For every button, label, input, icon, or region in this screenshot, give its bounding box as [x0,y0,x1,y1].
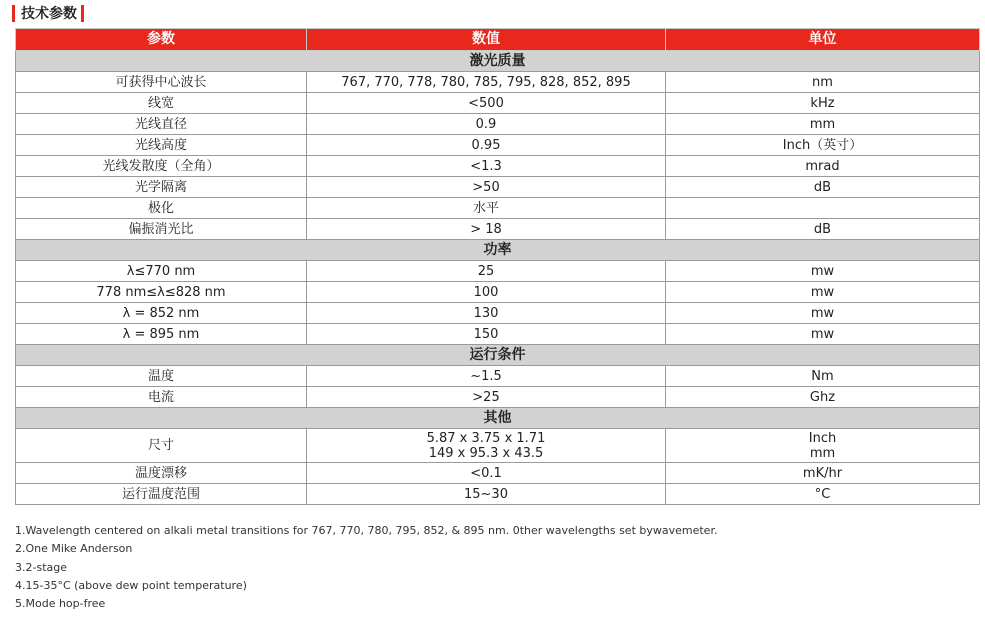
value-cell [307,135,666,156]
title-accent-bar [12,5,15,22]
section-heading: 功率 [16,240,980,261]
unit-cell [666,261,980,282]
header-unit: 单位 [666,29,980,51]
param-cell: 光学隔离 [16,177,307,198]
footnotes [15,522,717,613]
param-cell: 温度漂移 [16,463,307,484]
page-title: 技术参数 [21,6,77,22]
unit-cell [666,484,980,505]
spec-table-body [16,51,980,505]
unit-line: dB [813,221,832,237]
param-cell: 线宽 [16,93,307,114]
value-cell [307,484,666,505]
unit-line: mm [809,445,836,461]
param-cell: λ≤770 nm [16,261,307,282]
unit-line: mK/hr [802,465,843,481]
value-cell [307,114,666,135]
spec-table [15,28,980,505]
value-line: >25 [472,389,500,405]
table-row [16,135,980,156]
value-line: ~1.5 [470,368,502,384]
unit-line: mw [810,326,835,342]
unit-cell [666,366,980,387]
footnote-item: 4.15-35°C (above dew point temperature) [15,578,247,592]
value-cell [307,177,666,198]
unit-line: mw [810,284,835,300]
param-cell: λ = 895 nm [16,324,307,345]
table-row [16,429,980,463]
value-line: 25 [477,263,495,279]
table-row [16,219,980,240]
param-cell: 运行温度范围 [16,484,307,505]
footnote-item: 1.Wavelength centered on alkali metal transitions for 767, 770, 780, 795, 852, & 895 nm. 0ther wavelengths set bywavemeter. [15,524,718,537]
unit-cell [666,463,980,484]
value-line: 767, 770, 778, 780, 785, 795, 828, 852, 895 [341,74,631,90]
unit-cell [666,72,980,93]
header-value: 数值 [307,29,666,51]
value-line: >50 [472,179,500,195]
table-row [16,282,980,303]
unit-line: Inch [808,430,837,446]
unit-cell [666,114,980,135]
unit-line: dB [813,179,832,195]
table-row [16,177,980,198]
table-row [16,303,980,324]
value-cell [307,463,666,484]
value-cell [307,282,666,303]
value-line: 149 x 95.3 x 43.5 [428,445,544,461]
section-title [12,2,84,24]
value-line: 0.9 [475,116,497,132]
unit-line: mm [809,116,836,132]
value-line: 15~30 [464,486,508,502]
value-line: 150 [473,326,499,342]
unit-cell [666,156,980,177]
param-cell: 电流 [16,387,307,408]
value-cell [307,156,666,177]
value-line: 水平 [472,200,499,216]
unit-line: Ghz [809,389,836,405]
value-line: 0.95 [471,137,501,153]
section-row [16,240,980,261]
param-cell: 尺寸 [16,429,307,463]
unit-cell [666,303,980,324]
header-param: 参数 [16,29,307,51]
unit-cell [666,198,980,219]
value-line: <0.1 [470,465,502,481]
value-line: > 18 [470,221,502,237]
table-header-row [16,29,980,51]
table-row [16,72,980,93]
param-cell: 778 nm≤λ≤828 nm [16,282,307,303]
param-cell: 偏振消光比 [16,219,307,240]
param-cell: λ = 852 nm [16,303,307,324]
value-line: 5.87 x 3.75 x 1.71 [426,430,546,446]
value-cell [307,198,666,219]
table-row [16,484,980,505]
value-cell [307,93,666,114]
unit-line: nm [812,74,833,90]
unit-line: °C [814,486,831,502]
table-row [16,366,980,387]
unit-cell [666,135,980,156]
unit-line: mw [810,263,835,279]
section-heading: 运行条件 [16,345,980,366]
table-row [16,324,980,345]
param-cell: 光线直径 [16,114,307,135]
table-row [16,198,980,219]
table-row [16,387,980,408]
section-row [16,345,980,366]
param-cell: 光线高度 [16,135,307,156]
unit-cell [666,282,980,303]
value-cell [307,387,666,408]
param-cell: 光线发散度（全角） [16,156,307,177]
unit-line: mrad [805,158,840,174]
unit-cell [666,429,980,463]
value-cell [307,366,666,387]
unit-line: mw [810,305,835,321]
title-accent-bar [81,5,84,22]
value-line: 130 [473,305,499,321]
table-row [16,261,980,282]
table-row [16,463,980,484]
unit-cell [666,177,980,198]
value-cell [307,261,666,282]
param-cell: 极化 [16,198,307,219]
unit-cell [666,324,980,345]
value-cell [307,429,666,463]
value-line: <1.3 [470,158,502,174]
value-cell [307,303,666,324]
unit-line: kHz [810,95,835,111]
unit-cell [666,219,980,240]
value-cell [307,72,666,93]
footnote-item: 2.One Mike Anderson [15,542,133,556]
value-cell [307,219,666,240]
param-cell: 温度 [16,366,307,387]
section-row [16,408,980,429]
table-row [16,156,980,177]
unit-line: Inch（英寸） [782,137,863,153]
table-row [16,114,980,135]
table-row [16,93,980,114]
section-heading: 其他 [16,408,980,429]
value-line: <500 [468,95,504,111]
param-cell: 可获得中心波长 [16,72,307,93]
section-heading: 激光质量 [16,51,980,72]
value-line: 100 [473,284,499,300]
footnote-item: 5.Mode hop-free [15,597,106,611]
unit-cell [666,387,980,408]
section-row [16,51,980,72]
footnote-item: 3.2-stage [15,560,67,574]
value-cell [307,324,666,345]
unit-line: Nm [811,368,834,384]
unit-cell [666,93,980,114]
